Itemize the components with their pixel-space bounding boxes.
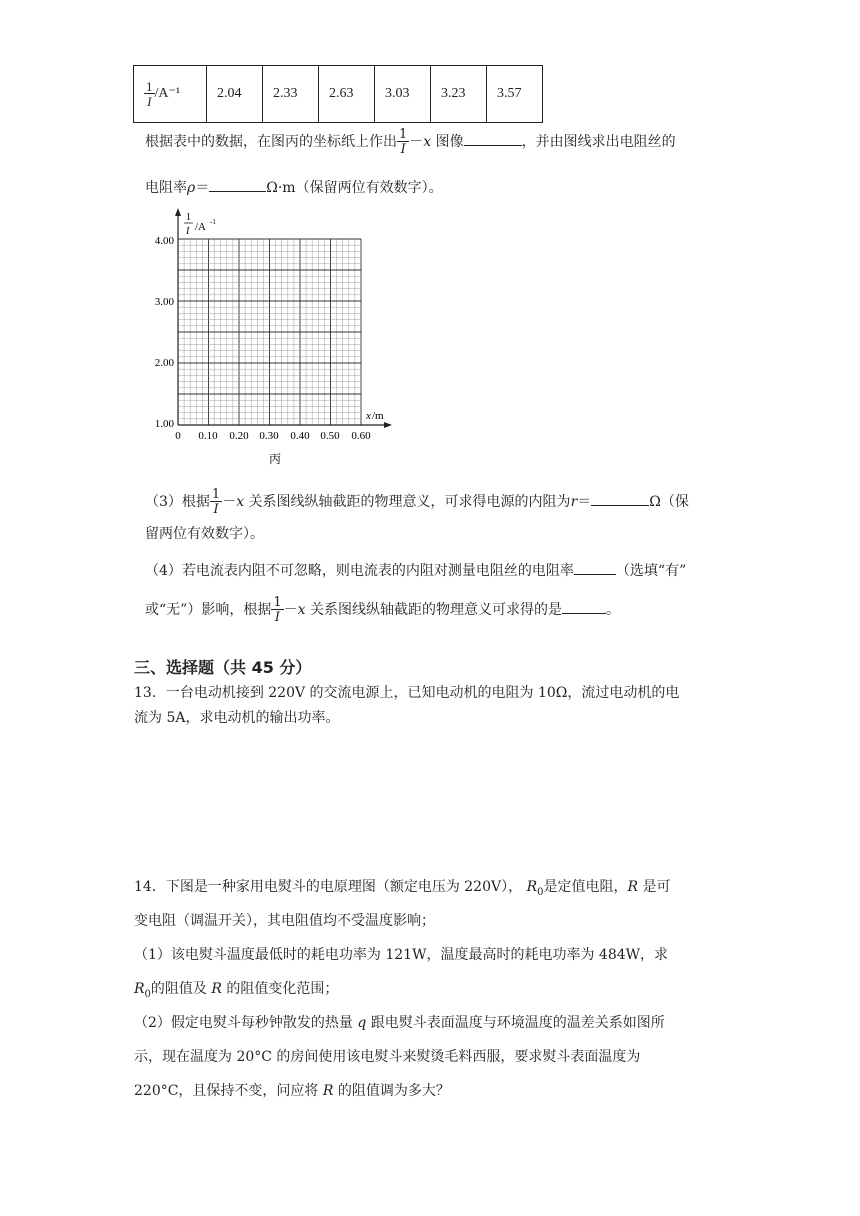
question-13-line-2: 流为 5A，求电动机的输出功率。 xyxy=(134,710,340,726)
question-14-line-6: 示，现在温度为 20°C 的房间使用该电熨斗来熨烫毛料西服，要求熨斗表面温度为 xyxy=(134,1049,641,1065)
fraction-1-over-i: $\frac{1}{I}$ xyxy=(211,487,221,517)
grid-lines xyxy=(178,239,361,425)
table-header-cell xyxy=(134,66,207,123)
answer-blank[interactable] xyxy=(574,560,616,575)
answer-blank[interactable] xyxy=(562,599,606,614)
fraction-1-over-i: $\frac{1}{I}$ xyxy=(273,595,282,625)
answer-blank[interactable] xyxy=(591,491,649,506)
x-axis-label: x xyxy=(366,410,371,422)
answer-blank[interactable] xyxy=(464,131,522,146)
question-3-line-2: 留两位有效数字）。 xyxy=(145,526,264,542)
section-title: 三、选择题（共 45 分） xyxy=(134,658,312,677)
graph-paper-figure xyxy=(140,205,400,470)
fraction-1-over-i: $\frac{1}{I}$ xyxy=(146,79,153,109)
question-13-line-1: 13．一台电动机接到 220V 的交流电源上，已知电动机的电阻为 10Ω，流过电动机的电 xyxy=(134,685,680,701)
y-axis-unit: /A xyxy=(195,221,206,233)
figure-caption: 丙 xyxy=(268,452,282,466)
x-tick-label: 0.60 xyxy=(351,430,371,442)
header-unit: /A⁻¹ xyxy=(154,86,181,102)
x-tick-label: 0.10 xyxy=(198,430,218,442)
paragraph-resistivity: 电阻率ρ＝ Ω·m（保留两位有效数字）。 xyxy=(145,177,443,197)
y-axis-arrow xyxy=(175,208,181,216)
question-4-line-2: 或“无”）影响，根据 $\frac{1}{I}$ －x 关系图线纵轴截距的物理意义可求得的是 。 xyxy=(145,595,620,625)
x-tick-label: 0.30 xyxy=(259,430,279,442)
question-14-line-3: （1）该电熨斗温度最低时的耗电功率为 121W，温度最高时的耗电功率为 484W，求 xyxy=(134,947,669,963)
question-14-line-1: 14．下图是一种家用电熨斗的电原理图（额定电压为 220V）， $R_0$是定值电阻，R 是可 xyxy=(134,879,671,898)
question-14-line-2: 变电阻（调温开关），其电阻值均不受温度影响； xyxy=(134,913,435,929)
y-axis-unit-sup: -1 xyxy=(210,218,216,226)
question-3-line-1: （3）根据 $\frac{1}{I}$ －x 关系图线纵轴截距的物理意义，可求得电源的内阻为r＝ Ω（保 xyxy=(145,487,689,517)
y-axis-label-den: I xyxy=(186,226,190,237)
table-cell: 2.04 xyxy=(207,66,263,123)
table-cell: 3.03 xyxy=(375,66,431,123)
table-cell: 2.33 xyxy=(263,66,319,123)
paragraph-plot-instructions: 根据表中的数据，在图丙的坐标纸上作出 $\frac{1}{I}$ －x 图像 ，并由图线求出电阻丝的 xyxy=(145,127,676,157)
x-axis-arrow xyxy=(384,422,392,428)
y-tick-label: 4.00 xyxy=(154,235,174,247)
answer-blank[interactable] xyxy=(209,177,266,192)
x-tick-label: 0.50 xyxy=(320,430,340,442)
data-table xyxy=(133,65,543,123)
y-tick-label: 1.00 xyxy=(154,418,174,430)
table-cell: 2.63 xyxy=(319,66,375,123)
table-cell: 3.57 xyxy=(487,66,543,123)
question-14-line-5: （2）假定电熨斗每秒钟散发的热量 q 跟电熨斗表面温度与环境温度的温差关系如图所 xyxy=(134,1015,665,1031)
x-tick-label: 0.20 xyxy=(229,430,249,442)
fraction-1-over-i: $\frac{1}{I}$ xyxy=(399,127,408,157)
y-axis-label-num: 1 xyxy=(186,212,191,223)
question-4-line-1: （4）若电流表内阻不可忽略，则电流表的内阻对测量电阻丝的电阻率 （选填“有” xyxy=(145,560,686,580)
question-14-line-7: 220°C，且保持不变，问应将 R 的阻值调为多大？ xyxy=(134,1083,450,1099)
table-cell: 3.23 xyxy=(431,66,487,123)
y-tick-label: 2.00 xyxy=(154,357,174,369)
y-tick-label: 3.00 xyxy=(154,296,174,308)
x-tick-label: 0 xyxy=(175,430,181,442)
table-row xyxy=(134,66,543,123)
x-axis-unit: /m xyxy=(372,410,384,422)
x-tick-label: 0.40 xyxy=(290,430,310,442)
question-14-line-4: $R_0$的阻值及 R 的阻值变化范围； xyxy=(134,981,339,1000)
